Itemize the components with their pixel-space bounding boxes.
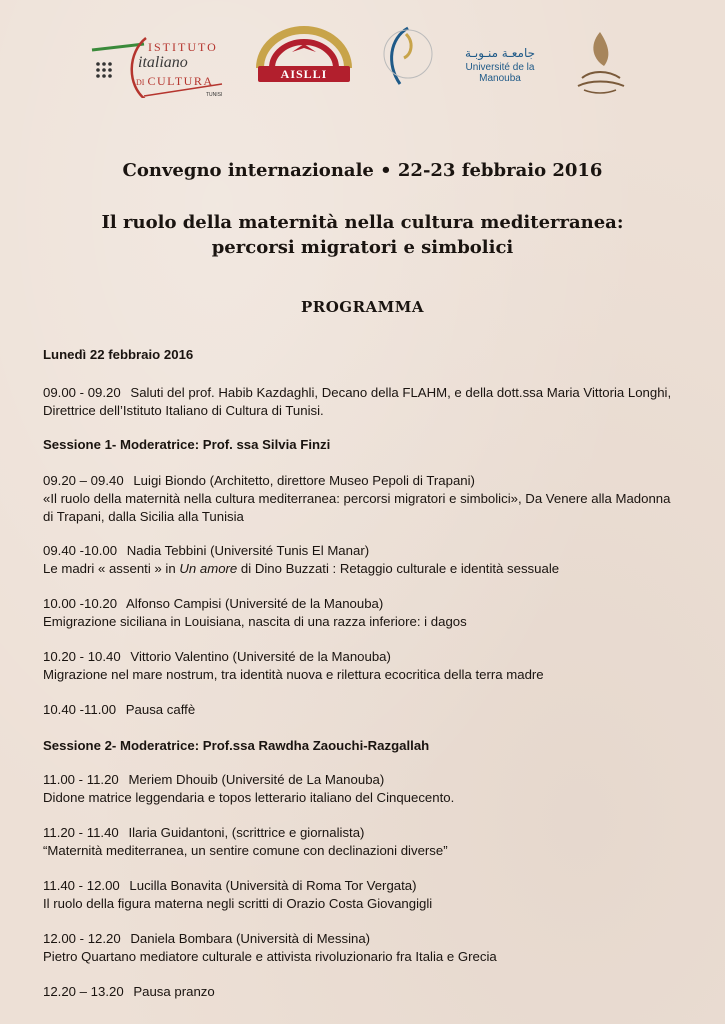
item-speaker: Meriem Dhouib (Université de La Manouba) bbox=[128, 772, 385, 787]
session1-heading bbox=[43, 436, 713, 454]
iic-cultura: CULTURA bbox=[147, 74, 214, 88]
day-heading bbox=[43, 346, 713, 364]
manouba-arabic: جامعـة منـوبـة bbox=[464, 46, 536, 60]
item-time: 10.20 - 10.40 bbox=[43, 649, 121, 664]
conference-title bbox=[0, 210, 725, 260]
item-text-cont: Direttrice dell’Istituto Italiano di Cultura di Tunisi. bbox=[43, 403, 324, 418]
item-title bbox=[43, 560, 713, 578]
iic-line2: italiano bbox=[138, 54, 188, 71]
item-speaker: Alfonso Campisi (Université de la Manouba) bbox=[126, 596, 384, 611]
item-time: 11.20 - 11.40 bbox=[43, 825, 119, 840]
item-time: 11.00 - 11.20 bbox=[43, 772, 119, 787]
item-title: Didone matrice leggendaria e topos letterario italiano del Cinquecento. bbox=[43, 790, 455, 805]
manouba-wordmark bbox=[444, 46, 556, 84]
program-item-talk5 bbox=[43, 771, 713, 807]
aislli-subline bbox=[258, 86, 350, 91]
item-text: Saluti del prof. Habib Kazdaghli, Decano della FLAHM, e della dott.ssa Maria Vittoria Longhi, bbox=[130, 385, 672, 400]
item-speaker: Lucilla Bonavita (Università di Roma Tor Vergata) bbox=[129, 878, 417, 893]
aislli-logo bbox=[252, 26, 356, 96]
program-item-talk2 bbox=[43, 542, 713, 578]
program-item-talk4 bbox=[43, 648, 713, 684]
title-line2: percorsi migratori e simbolici bbox=[211, 237, 514, 258]
item-title-cont: di Trapani, dalla Sicilia alla Tunisia bbox=[43, 509, 244, 524]
item-title: Migrazione nel mare nostrum, tra identità nuova e rilettura ecocritica della terra madre bbox=[43, 667, 544, 682]
item-time: 09.20 – 09.40 bbox=[43, 473, 124, 488]
item-time: 09.00 - 09.20 bbox=[43, 385, 121, 400]
iic-logo bbox=[88, 30, 228, 98]
item-speaker: Nadia Tebbini (Université Tunis El Manar) bbox=[126, 543, 370, 558]
program-item-break2 bbox=[43, 983, 713, 1001]
logo-bar bbox=[0, 22, 725, 102]
session1-label: Sessione 1- Moderatrice: Prof. ssa Silvia Finzi bbox=[43, 437, 331, 452]
item-speaker: Daniela Bombara (Università di Messina) bbox=[130, 931, 371, 946]
aislli-name: AISLLI bbox=[258, 66, 350, 82]
session2-heading bbox=[43, 737, 713, 755]
item-time: 09.40 -10.00 bbox=[43, 543, 118, 558]
iic-city: TUNISI bbox=[206, 92, 223, 98]
item-title-pre: Le madri « assenti » in bbox=[43, 561, 180, 576]
aislli-arch-icon bbox=[252, 26, 356, 70]
manouba-french: Université de la Manouba bbox=[465, 62, 535, 84]
item-title: Emigrazione siciliana in Louisiana, nascita di una razza inferiore: i dagos bbox=[43, 614, 467, 629]
program-item-talk3 bbox=[43, 595, 713, 631]
program-item-break1 bbox=[43, 701, 713, 719]
session2-label: Sessione 2- Moderatrice: Prof.ssa Rawdha Zaouchi-Razgallah bbox=[43, 738, 430, 753]
item-title: “Maternità mediterranea, un sentire comune con declinazioni diverse” bbox=[43, 843, 448, 858]
manouba-emblem-icon bbox=[378, 24, 438, 94]
day-label: Lunedì 22 febbraio 2016 bbox=[43, 347, 194, 362]
item-time: 12.20 – 13.20 bbox=[43, 984, 124, 999]
item-speaker: Ilaria Guidantoni, (scrittrice e giornalista) bbox=[128, 825, 365, 840]
iic-line1: ISTITUTO bbox=[148, 40, 218, 54]
title-line1: Il ruolo della maternità nella cultura mediterranea: bbox=[101, 212, 624, 233]
program-item-talk1 bbox=[43, 472, 713, 526]
program-item-talk6 bbox=[43, 824, 713, 860]
item-title-post: di Dino Buzzati : Retaggio culturale e identità sessuale bbox=[237, 561, 560, 576]
item-title: Pietro Quartano mediatore culturale e attivista rivoluzionario fra Italia e Grecia bbox=[43, 949, 497, 964]
item-time: 11.40 - 12.00 bbox=[43, 878, 120, 893]
item-label: Pausa caffè bbox=[125, 702, 196, 717]
program-item-talk8 bbox=[43, 930, 713, 966]
item-title-italic: Un amore bbox=[179, 561, 238, 576]
iic-di: DI bbox=[136, 78, 145, 87]
item-time: 10.00 -10.20 bbox=[43, 596, 118, 611]
iic-line3 bbox=[136, 74, 214, 89]
event-line: Convegno internazionale • 22-23 febbraio 2016 bbox=[122, 160, 603, 181]
item-time: 12.00 - 12.20 bbox=[43, 931, 121, 946]
item-speaker: Luigi Biondo (Architetto, direttore Museo Pepoli di Trapani) bbox=[133, 473, 475, 488]
item-title: Il ruolo della figura materna negli scritti di Orazio Costa Giovangigli bbox=[43, 896, 433, 911]
item-speaker: Vittorio Valentino (Université de la Manouba) bbox=[130, 649, 391, 664]
program-item-opening bbox=[43, 384, 713, 420]
programma-heading: PROGRAMMA bbox=[300, 298, 425, 316]
calligraphy-emblem-icon bbox=[568, 26, 632, 98]
manouba-emblem bbox=[378, 24, 438, 94]
item-title: «Il ruolo della maternità nella cultura mediterranea: percorsi migratori e simbolici», Da Venere alla Madonna bbox=[43, 491, 671, 506]
item-label: Pausa pranzo bbox=[133, 984, 215, 999]
item-time: 10.40 -11.00 bbox=[43, 702, 117, 717]
program-item-talk7 bbox=[43, 877, 713, 913]
calligraphy-logo bbox=[568, 26, 632, 98]
